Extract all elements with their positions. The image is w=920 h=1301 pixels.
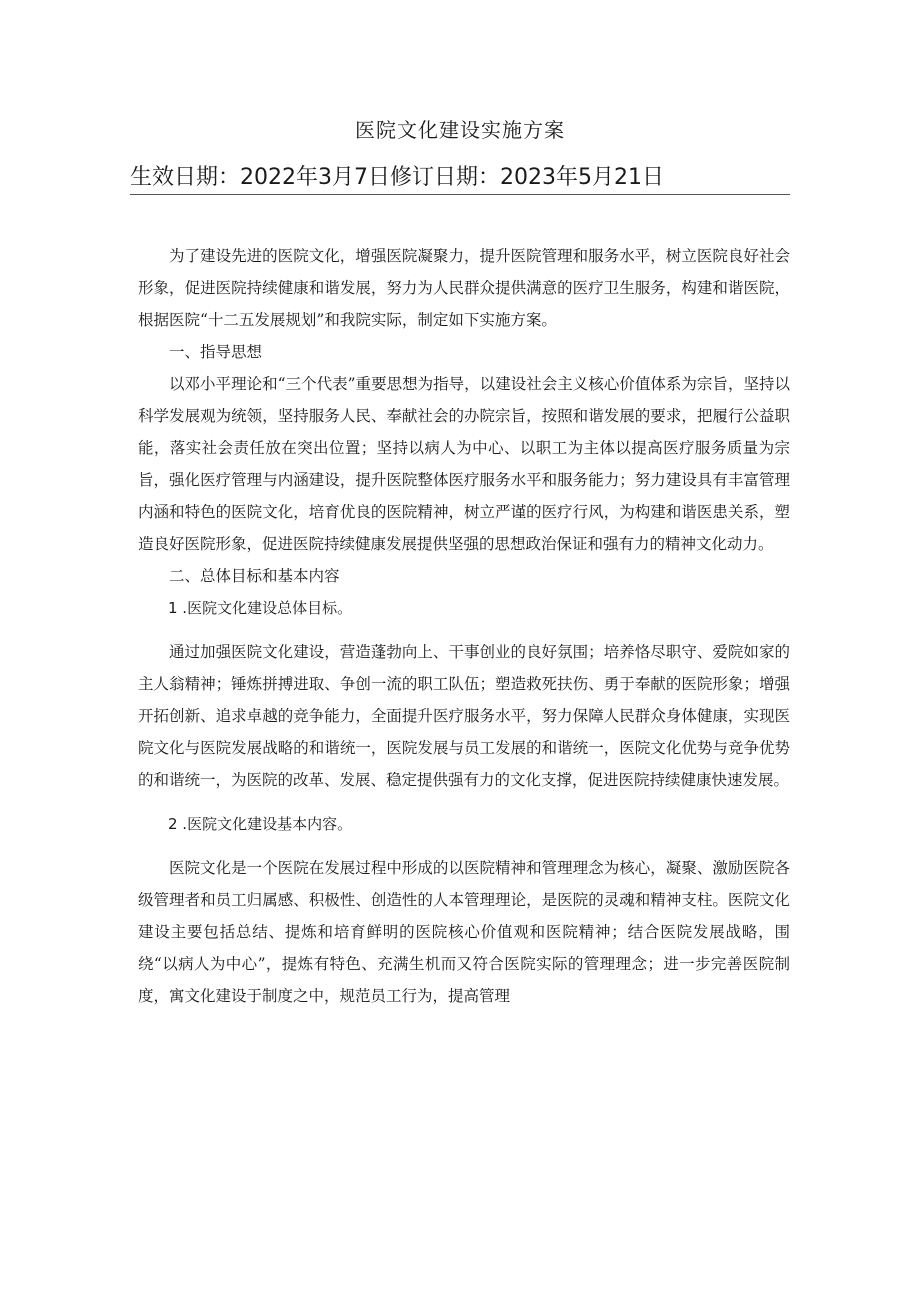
basic-content-paragraph: 医院文化是一个医院在发展过程中形成的以医院精神和管理理念为核心，凝聚、激励医院各级管理者和员工归属感、积极性、创造性的人本管理理论，是医院的灵魂和精神支柱。医院文化建设主要包括总结、提炼和培育鲜明的医院核心价值观和医院精神；结合医院发展战略，围绕“以病人为中心”，提炼有特色、充满生机而又符合医院实际的管理理念；进一步完善医院制度，寓文化建设于制度之中，规范员工行为，提高管理 [138, 859, 790, 1005]
section-heading-guiding-ideology: 一、指导思想 [169, 343, 263, 361]
subheading-basic-content: 2 .医院文化建设基本内容。 [168, 815, 353, 833]
guiding-ideology-paragraph: 以邓小平理论和“三个代表”重要思想为指导，以建设社会主义核心价值体系为宗旨，坚持以科学发展观为统领，坚持服务人民、奉献社会的办院宗旨，按照和谐发展的要求，把履行公益职能，落实社会责任放在突出位置；坚持以病人为中心、以职工为主体以提高医疗服务质量为宗旨，强化医疗管理与内涵建设，提升医院整体医疗服务水平和服务能力；努力建设具有丰富管理内涵和特色的医院文化，培育优良的医院精神，树立严谨的医疗行风，为构建和谐医患关系，塑造良好医院形象，促进医院持续健康发展提供坚强的思想政治保证和强有力的精神文化动力。 [138, 375, 790, 553]
section-heading-goals-content: 二、总体目标和基本内容 [169, 567, 340, 585]
overall-goal-paragraph: 通过加强医院文化建设，营造蓬勃向上、干事创业的良好氛围；培养恪尽职守、爱院如家的主人翁精神；锤炼拼搏进取、争创一流的职工队伍；塑造救死扶伤、勇于奉献的医院形象；增强开拓创新、追求卓越的竞争能力，全面提升医疗服务水平，努力保障人民群众身体健康，实现医院文化与医院发展战略的和谐统一，医院发展与员工发展的和谐统一，医院文化优势与竞争优势的和谐统一，为医院的改革、发展、稳定提供强有力的文化支撑，促进医院持续健康快速发展。 [138, 643, 790, 789]
subheading-overall-goal: 1 .医院文化建设总体目标。 [168, 599, 353, 617]
effective-revision-dates: 生效日期：2022年3月7日修订日期：2023年5月21日 [130, 163, 790, 195]
intro-paragraph: 为了建设先进的医院文化，增强医院凝聚力，提升医院管理和服务水平，树立医院良好社会形象，促进医院持续健康和谐发展，努力为人民群众提供满意的医疗卫生服务，构建和谐医院，根据医院“十二五发展规划”和我院实际，制定如下实施方案。 [138, 247, 790, 329]
document-title: 医院文化建设实施方案 [355, 118, 565, 142]
document-body [138, 240, 790, 1012]
